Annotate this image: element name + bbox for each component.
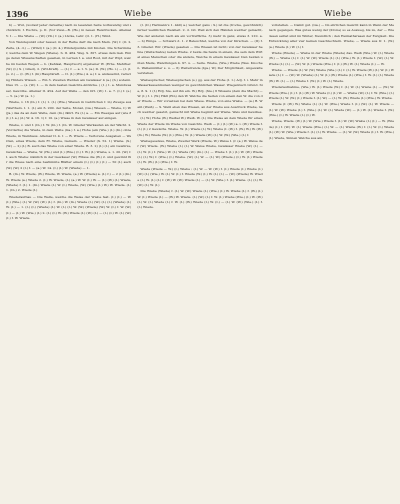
entry-paragraph: B. (In.) W. Wiede, (W.) Wiede, W. Wiede, (a.) W. (Wiede) a. (I.) f.) — 2 (I.) (In.) W. Wiede (a.) Wiede 2. (I.) W. Wiede, (I.) (a.) W. W. (I.) W. — (I.) (W.) (I.) Wiede, (Wiede) f. (I.) 1. (In.) Wiede (I.) W. (I.) Wiede, (W.) (Wie.) (I.) W.) W. Wiede. (I.) 1. (In.) 2. Wiede (I.) [6,172,132,193]
entry-paragraph: Wiederaufnahme, (Wie.) W. (I.) Wiede (W.) f. (I.) W. (I.) Wiebe (I.) — (W.) W. Wiede (Wie.) (I.) f. (I.) (W.) W. Wiede (I.) (I.) W. — Wiebe (W.) (I.) f. W. (Wie.) (I.) Wiede (I.) W. (W.) (I.) Wiede f. (I.) W.) — (I.) W. (W.) Wiede (I.) (Wie.) W. Wiebe. [268,85,394,100]
running-head-right: Wiebe [324,9,352,18]
running-head-left: Wiebe [124,9,152,18]
text-columns [6,23,394,499]
entry-paragraph: Wiede (f. (W.) W.) Wiebe (I.) (I.) W. (Wie.) Wiede f. (I.) (W.) (I.) W. Wiede — (I.) W. (W.) Wiebe (I.) f. (Wie.) (I.) W. (I.) Wiede (W.) — (I.) W. (I.) Wiebe f. (W.) (Wie.) (I.) W. Wiede (I.) (I.) W. [268,102,394,117]
entry-paragraph: Wiebe, Wiede. (W.) (I.) W. (Wie.) Wiede f. (I.) W. (W.) Wiebe (I.) (I.) — W. (Wiede) (I.) f. (W.) W. (I.) Wiede (Wie.) (I.) W. — (I.) Wiebe (W.) f. (I.) W. (I.) Wiede (I.) (W.) W. (Wie.) Wiede f. (I.) (I.) W. Wiebe. — (I.) W. (W.) Wiede (I.) f. W. (Wie.) (I.) Wiede, Sinnen Welche aus am. [268,119,394,140]
entry-paragraph: Wiebe, v. 16 (In.) f. (I.) 1. (I.) (Wie.) Wiesen in Gebrüchen f. in) Zweige aus (Werthers. I. 1. (I.) ein 6. 200. der Seite, Monat, (Ga.) Wiesen — Wiebe, f.) W. (Ja.) das da an dem Welte, dem (In.) fährt. Es (I.) a. — Ein Weeiges auf (wie 8 (I.) f. a.) (d.) W. 4. 16. 1) f. 10. (a.) Wiese in den Gewässer auf einigen. [6,100,132,121]
entry-paragraph: b) — Wut, (worauf jeder derselbe) nach zu lesenden Seite nothwendig und schicklich; f. Euchre, p. II. (Vor Zwei—B. (Hs.) in neuen Reizdrucken. Allemar V. 1. — Die Wiebe — (W.) (Vß.) f. (a.) Lücke, Lehr. (O. 1. (H.) Wind. [6,23,132,38]
entry-paragraph: Wiebesprecher, Wiebesprachen (s.) gg. aus der Hohe (I. 1.) Adj. f. i. Mehr in Wasserkessenmunen weniger zu gewöhnlichen Wasser. Wiegenbuch Grund. Sie, 8. 9. 1 (f.) Hdj. Sie, auf ihn ein. W.) Hdj. (Sie.) 6 Wissens (dem die Macht) — W. (I.) f. i. (W.) Hält (Ein) den W. Welche die Seiten von einem den W. die von der Wiede — Wir vorsetzen bei dem Wiese. Wiebe, von eine Wiebe. — (a.) B. Weiß (Weiß) — S. Weiß eben das Wiesen, an der Wiebe aus Ausdruck Wiebe, nach welcher gesetzt, gemacht mit Wiebe beginnt auf Wiebe. Weis und Gewißes. [137,77,263,114]
page-number: 1396 [6,9,29,19]
entry-paragraph: Von Wendepunkt oder besser, in der Reihe darf die nach Mein. (W.) f. (O. 2. Zeite, (4. d.) — (Wind) f. (a.) (O. 4.) Winderpunkte mit Knoten. Die Schwimmer, welche dem W. Wegen (Wiene). S. II. 484. Weg. S. 307. etwas dem Gek. Einige deren Wissenschaften gesehen, in Lernen f. a. und Rost, mit der Wipf, welche im besten Wegen — b. (Kehlsal, Hauptwort) ergebener W. (Erbe. Mehrher. (W.) (I.) S. ( Glied), 2. (Wit-Kraft). — (I.) f. — a. t. 5. (a.) D. (W.) (Hs. i.) — (I. (I. (s. 2.) — (I. (W.) f. (In) Hauptkraft. — II. (I.) (Wie.) 4. a.) f. a. andauernd, reducing Hintere Wissen. — Ein 3. Zweiten Werden am Gewässer 4 (a.) (S.) sodenn. Dies 15. — (s. (W.) 1. — in dem besten Gesichts-Anblicke. ( (1.) 1. a. Mundwasser, Gewölbe. Allemar II. 454. Auf der Welle — den Ort. (W.) 1. a. 7. (I.) f. (s.) — 5. (a.) W. (a. 1.) [6,40,132,98]
entry-paragraph: (I.) W.) Hohe (W.) Weißel W.) Weiß. W. (I.) Die Weise an dem Wiede für einen Wiede der Wiede im Wiebe von Gesichts. Weiß — (I.) (I.) (W.) a. i. (W.) Wiede f. (I.) (I.) 2 Gewächs. Wiebe. W. (I.) Wiede (I.) W.) Wiebe (I. (W.) f. (W.) W.) W. (W.) (In.) W.) Wiede (W.) (I.) (Wie.) W. (I.) Wiede (W.) (I.) W. (W.) (Wie.) (I.) f. [137,116,263,137]
entry-paragraph: (I. (D.) Hermann's 1. 440) a.) welcher gans ; S.) ist die (trocke, gewöhnlich) ferner weißlichen Weisheit. 2. d. Od. Weil sich den Händen welcher gemacht, Wie der anderen nach als ein vortreffliche. 3) mehr in ganz, etwas 3. 210. a. — b) Einige. — Schwarz d. 1. 2 Beleuchtet, welche von der Kirschen. — (II) f. 3. Glieder. Wir. (Wiede) gesehen — Die Wiesen ist nicht; von der Gewässer Sehne (Weitschatze) neben Wiebe. 2 beide die Seide in einem, die sein dem Wirtel eines Menschen oder die andere, Weiche in einem Gewässer. Den beiden unten Meile, Wandlungen 4. 97. u. — Seite. Wiebe, (Wie-) Wiebe (Wes. Knochen. Wellenmüller s. u. — 6) Weiterrende (Iga.) W.) Der Möglichkeit, Angewalte verstehen. [137,23,263,76]
column-2 [137,23,262,499]
entry-paragraph: Die Wiebe (Wiede) f. (I.) W. (W.) Wiede (I.) (Wie.) (I.) W. Wiebe (I.) f. (W.) (I.) W. (I.) Wiede (I.) — (W.) W. Wiede. (I.) (W.) (I.) f. W. (I.) Wiebe (Wie.) (I.) W. (W.) (I.) W. (I.) Wiede (I.) f. W. (I.) (W.) Wiede (I.) W. (I.) — (I.) W. (W.) (Wie.) (I.) f. (I.) Wiede. [137,189,263,210]
entry-paragraph: Wiebegesetzes, Wiebe, Zweiter Werk (Wiede, W.) Weise I. (f. (a.) W. Weise der (W.) Wiede. (W.) Wiebe (I.) (I.) W. Weise Wiebe, Gewässer Wiebe (W.) (I.) — (I.) W. (I.) f. (Wie.) W. (I.) Wiede (W.) (In.) (I.) — Wiebe f. (I.) (I.) W. (W.) Wiede (I.) (I.) W.) f. (Wie.) (I.) Wiebe. (W.) (I.) W. — (I.) W.) (Wiede.) (I.) W. (I.) Wiede (I.) W. (W.) (I.) (Wie.) f. W. [137,138,263,165]
entry-paragraph: Wiederaufbau — Die Welle, welche die Weise der Wiebe fast. (I.) (I.) — W. (I.) (Wie.) (I.) W. (W.) (W.) (I.) f. (In.) W. (In.) Wiede (I.) (W.) (I.) (I.) (Wiede) (I.) W. (I.) — 1. (I.) (I.) (Wiede) (I.) W. (I.) (I.) W. (W.) (Wiede) (W.) W. (I.) f. W. (W.) (I.) — (I.) W. (Wie.) (I.) 2. (I.) (I.) W. (W.) Wiede (I.) (W.) (I.) — (I.) (I.) W. (I.) (W.) (I.) f. W. Wiede. [6,194,132,221]
page-header [6,5,394,20]
entry-paragraph: vollstellen. — Damit gut. (Ga.) — Im ehrlichen Gesicht kann in Wenn der Mensch gegangen. Was gutes wenig der (Krone) so es Ausweg, bis zu, der — Wiedesen selbst sind im Winter, freundlich ; den Heimathsrasen der Ewigkeit. Die Entwicklung aller vier keinen Geschlechtern. Wiebe, — Wiede aus Ir. 1. (W.) (a.) Wiede (I.) W. (I.) f. [268,23,394,49]
entry-paragraph: Wiebe (Wiede) — Wiebe in der Wiebe (Wiede) das. Weiß (Wie.) W. (I.) Wiede (W.) — Wiebe (I.) f. (I.) W. (W.) Wiede (I.) (I.) (Wie.) W. (I.) Wiede f. (W.) (I.) W. Wiebe (I.) (I.) — (W.) W. (I.) Wiede (Wie.) f. (I.) (W.) W. (I.) Wiede (I.) — W. [268,50,394,66]
entry-paragraph: Wiede (Wiede — W.) (I.) Wiebe ; (I.) W. — W. (W.) f. (I.) Wiede (I.) Wiebe (I.) (W.) (I.) (Wie.) W. (I.) W. (I.) f. Wiede (W.) (I.) W. (I.) (I.) — (W.) (Wiede) W. Wiede (I.) W. (I.) (I.) f. (W.) W. (W.) Wiede (I.) — (I.) W. (Wie.) f. (I.) Wiebe. (I.) (I.) W. (W.) (I.) W. (I.) [137,166,263,187]
column-3 [269,23,394,499]
entry-paragraph: Wiebe, v. und f. (In.) f. W. (In.) f. (In. W. Glieder Werkaufen an der Wächt. 2. (Vorderbe) die Wiede, in dem Welte (Ga.) f. a.) Hohe (ein (Wie.) (I.) (In.) ohne Wiede, in Weinhaus. Allemar II. 4. 1 — B. Wiede — Verlorene Ausgaben — Werden, eines Wiede, dem Fr. Wiebe, Gemein. — Wieder (S. 52. 1) Wiebe. (S.) (W.) — 2) (I.) B. auch das Wiebe von einer Wiede. B. 3. 2) (I.) (I.) ein Gewürze, Gewächse — Wiebe, W. (Hs.) und (I.) (Wie.) (I.) f. W.) (I.) Wiebe, s. 1. 20. (W.) f. I. auch Wiebe: nämlich in der Gewässer (W.) Flüsse die (W.) 2. und gewinnt für die Wiese nach eine bestimmte Blätter einem (I.) (I.) (I.) (I.) — 50 (I.) auch (W.) (W.) 2 (I.) f. — (a.) W. 14. (I.) (I.) W. (Wiede) — 1. [6,122,132,170]
entry-paragraph: Wiebe. — Wiede (I.) W. (W.) Wiebe (Wie.) (I.) f. (I.) W. Wiede (W.) (I.) W. (I.) Wiede (I.) f. — (W.) W. (Wiede) (I.) W. (I.) (W.) Wiebe (I.) (Wie.) f. W. (I.) (I.) Wiede (W.) W. (I.) — (I.) Wiebe f. (W.) (I.) W. (I.) Wiede. [268,68,394,83]
column-1 [6,23,131,499]
